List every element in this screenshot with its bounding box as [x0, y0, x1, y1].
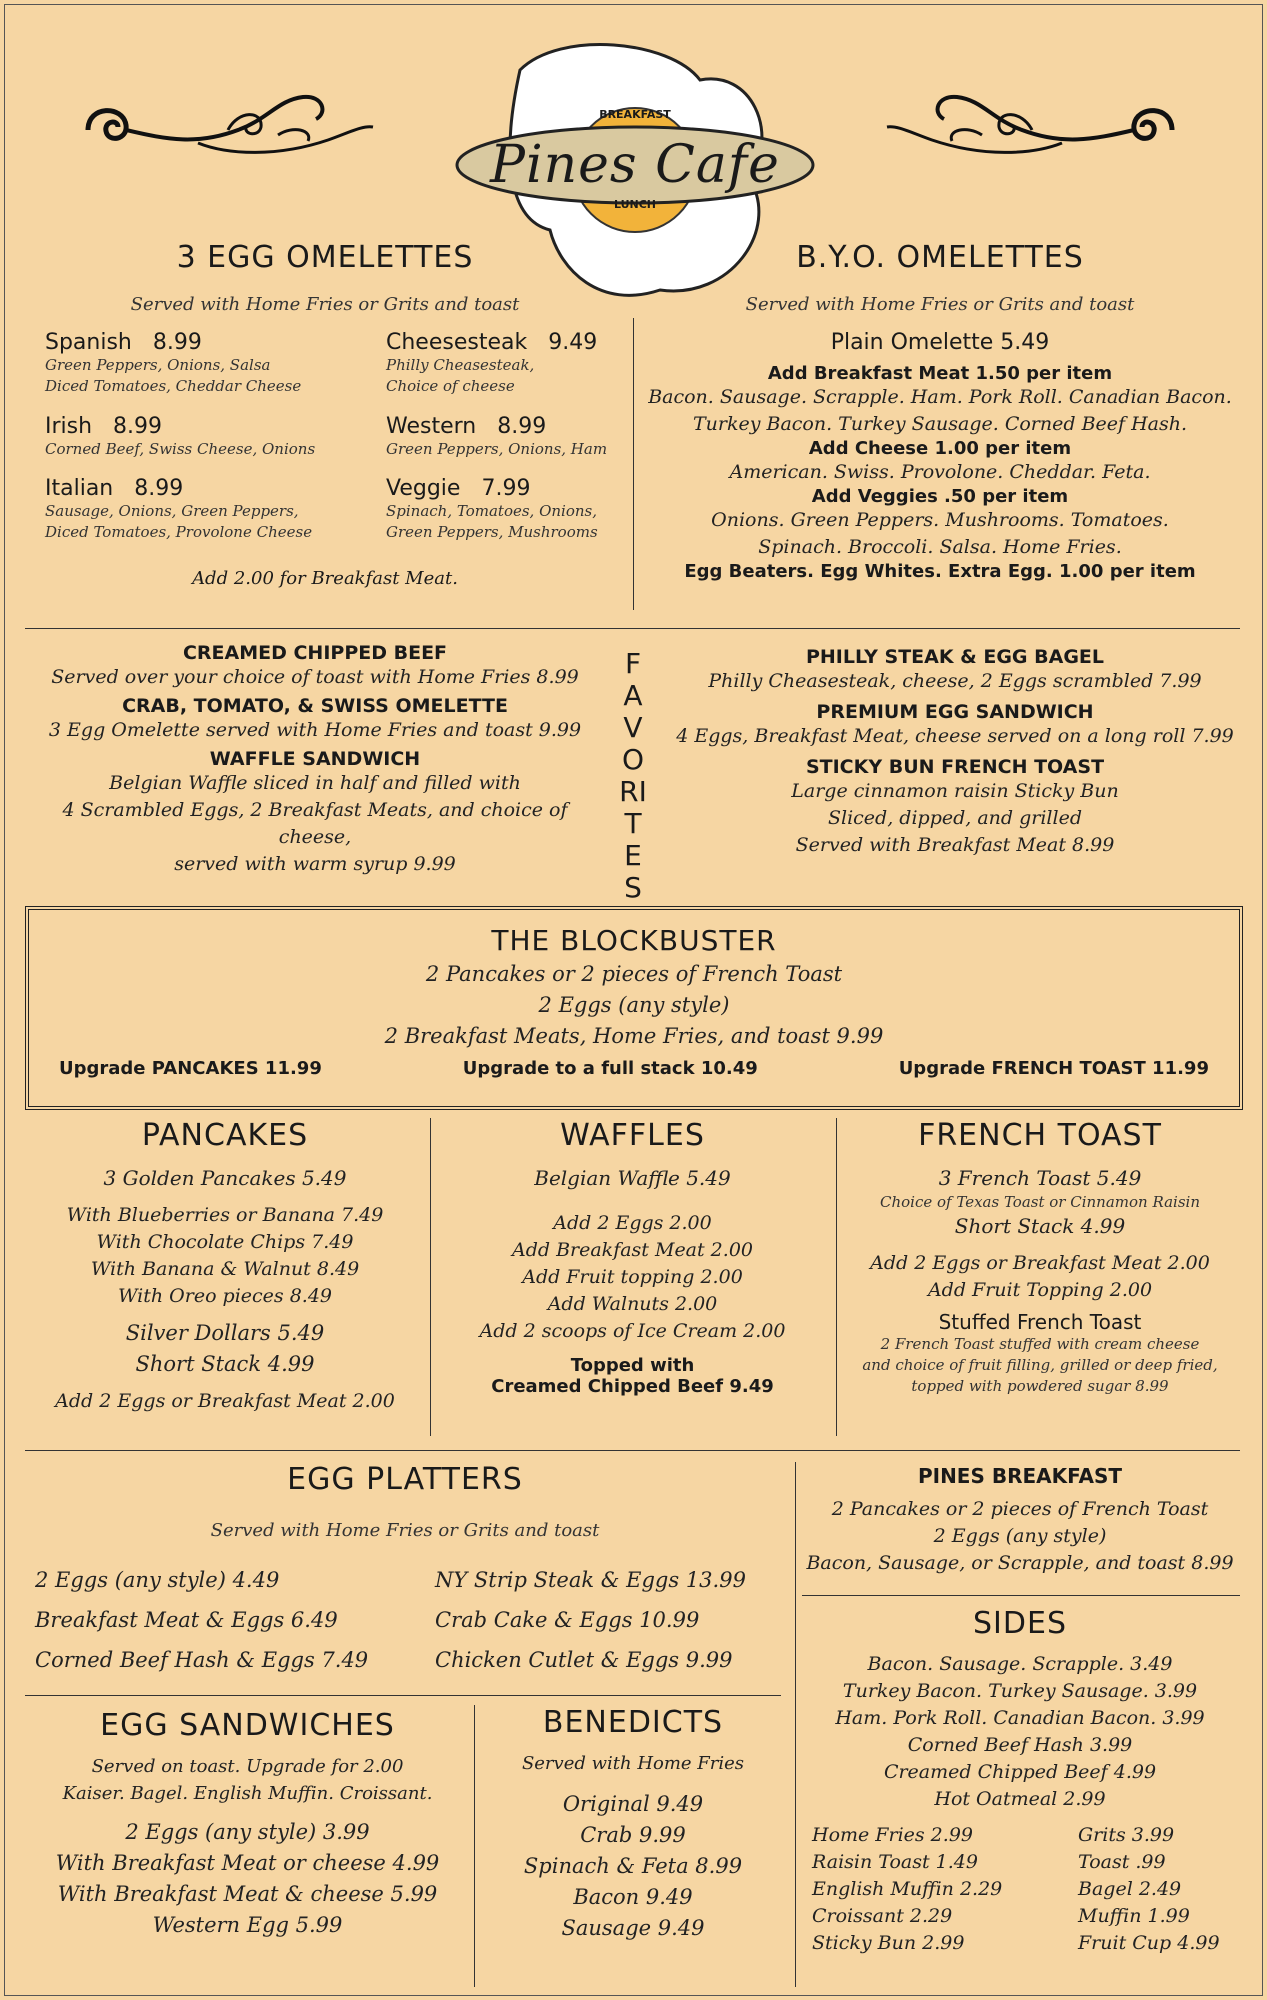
byo-plain: Plain Omelette 5.49 — [830, 330, 1050, 355]
favorite-title: STICKY BUN FRENCH TOAST — [805, 756, 1105, 778]
pancake-line: With Blueberries or Banana 7.49 — [66, 1204, 384, 1226]
side-item: Grits 3.99 — [1078, 1824, 1175, 1846]
omelette-desc: Philly Cheasesteak, — [386, 356, 535, 374]
platter-item: Breakfast Meat & Eggs 6.49 — [35, 1608, 338, 1632]
divider — [802, 1595, 1240, 1596]
benedicts-title: BENEDICTS — [542, 1705, 724, 1740]
divider — [25, 1450, 1240, 1451]
favorites-right — [670, 646, 1240, 859]
favorite-line: 4 Eggs, Breakfast Meat, cheese served on a long roll 7.99 — [676, 725, 1234, 747]
omelette-desc: Diced Tomatoes, Provolone Cheese — [45, 523, 313, 541]
favorite-line: Philly Cheasesteak, cheese, 2 Eggs scrambled 7.99 — [708, 670, 1202, 692]
divider — [25, 1695, 781, 1696]
omelette-name: Cheesesteak — [386, 330, 528, 355]
divider — [474, 1705, 475, 1987]
stuffed-desc: topped with powdered sugar 8.99 — [911, 1377, 1169, 1395]
pines-line: 2 Pancakes or 2 pieces of French Toast — [831, 1498, 1209, 1520]
omelette-spanish — [45, 330, 375, 397]
blockbuster-line: 2 Eggs (any style) — [538, 993, 730, 1017]
waffle-topped: Creamed Chipped Beef 9.49 — [491, 1376, 774, 1397]
pines-line: Bacon, Sausage, or Scrapple, and toast 8.99 — [806, 1552, 1234, 1574]
omelette-price: 8.99 — [134, 476, 184, 501]
sandwich-item: Western Egg 5.99 — [152, 1913, 343, 1937]
side-item: Fruit Cup 4.99 — [1078, 1932, 1220, 1954]
logo-bottom-text: LUNCH — [613, 198, 657, 211]
omelette-price: 8.99 — [113, 414, 163, 439]
benedict-item: Sausage 9.49 — [561, 1916, 705, 1940]
side-line: Creamed Chipped Beef 4.99 — [883, 1761, 1157, 1783]
sandwich-item: With Breakfast Meat or cheese 4.99 — [55, 1851, 440, 1875]
favorites-left — [25, 642, 605, 878]
byo-subtitle: Served with Home Fries or Grits and toast — [745, 294, 1135, 315]
omelette-price: 8.99 — [497, 414, 547, 439]
platters-left — [35, 1560, 425, 1680]
omelette-price: 7.99 — [481, 476, 531, 501]
pancake-line: With Chocolate Chips 7.49 — [96, 1231, 354, 1253]
pancakes-title: PANCAKES — [141, 1118, 309, 1153]
pancake-line: With Oreo pieces 8.49 — [117, 1285, 333, 1307]
favorite-title: CRAB, TOMATO, & SWISS OMELETTE — [122, 695, 508, 717]
favorite-line: 4 Scrambled Eggs, 2 Breakfast Meats, and choice of cheese, — [62, 799, 568, 848]
side-item: Raisin Toast 1.49 — [812, 1851, 978, 1873]
blockbuster-line: 2 Breakfast Meats, Home Fries, and toast 9.99 — [384, 1024, 884, 1048]
side-item: English Muffin 2.29 — [812, 1878, 1003, 1900]
pancake-line: Silver Dollars 5.49 — [125, 1321, 325, 1345]
omelette-desc: Green Peppers, Onions, Salsa — [45, 356, 271, 374]
side-item: Sticky Bun 2.99 — [812, 1932, 965, 1954]
stuffed-desc: 2 French Toast stuffed with cream cheese — [880, 1335, 1200, 1353]
blockbuster-box — [25, 906, 1243, 1110]
byo-veggie-line: Spinach. Broccoli. Salsa. Home Fries. — [758, 536, 1122, 558]
flourish-left-icon — [78, 85, 378, 165]
omelette-irish — [45, 414, 375, 460]
side-line: Turkey Bacon. Turkey Sausage. 3.99 — [842, 1680, 1198, 1702]
platter-item: 2 Eggs (any style) 4.49 — [35, 1568, 280, 1592]
byo-meat-line: Bacon. Sausage. Scrapple. Ham. Pork Roll. Canadian Bacon. — [648, 386, 1232, 408]
omelette-cheesesteak — [386, 330, 636, 397]
blockbuster-title: THE BLOCKBUSTER — [491, 924, 777, 957]
benedict-item: Crab 9.99 — [580, 1823, 686, 1847]
divider — [836, 1118, 837, 1436]
sides-title: SIDES — [973, 1606, 1067, 1641]
sides-right — [1078, 1822, 1238, 1957]
pines-title: PINES BREAKFAST — [917, 1464, 1123, 1488]
pines-line: 2 Eggs (any style) — [933, 1525, 1107, 1547]
benedict-item: Bacon 9.49 — [573, 1885, 693, 1909]
platter-item: Corned Beef Hash & Eggs 7.49 — [35, 1648, 369, 1672]
favorite-title: PREMIUM EGG SANDWICH — [816, 701, 1094, 723]
stuffed-desc: and choice of fruit filling, grilled or deep fried, — [862, 1356, 1218, 1374]
byo-extra: Egg Beaters. Egg Whites. Extra Egg. 1.00 per item — [684, 561, 1196, 582]
side-item: Muffin 1.99 — [1078, 1905, 1190, 1927]
waffle-line: Add Fruit topping 2.00 — [522, 1266, 743, 1288]
favorite-title: CREAMED CHIPPED BEEF — [182, 642, 448, 664]
blockbuster-upgrade: Upgrade FRENCH TOAST 11.99 — [898, 1058, 1209, 1079]
flourish-right-icon — [882, 85, 1182, 165]
favorite-line: Served with Breakfast Meat 8.99 — [795, 834, 1115, 856]
waffle-line: Add Walnuts 2.00 — [547, 1293, 718, 1315]
french-toast-line: Add 2 Eggs or Breakfast Meat 2.00 — [870, 1252, 1210, 1274]
side-item: Toast .99 — [1078, 1851, 1166, 1873]
waffles-title: WAFFLES — [560, 1118, 705, 1153]
side-item: Croissant 2.29 — [812, 1905, 953, 1927]
platters-right — [435, 1560, 795, 1680]
waffle-line: Add Breakfast Meat 2.00 — [511, 1239, 753, 1261]
omelettes-title: 3 EGG OMELETTES — [176, 240, 474, 275]
french-toast-section — [840, 1118, 1240, 1397]
omelette-price: 9.49 — [548, 330, 598, 355]
omelette-desc: Spinach, Tomatoes, Onions, — [386, 502, 597, 520]
omelettes-subtitle: Served with Home Fries or Grits and toast — [130, 294, 520, 315]
byo-cheese-heading: Add Cheese 1.00 per item — [808, 438, 1072, 459]
logo-name: Pines Cafe — [490, 135, 780, 195]
waffle-line: Add 2 Eggs 2.00 — [553, 1212, 712, 1234]
side-item: Bagel 2.49 — [1078, 1878, 1182, 1900]
omelette-western — [386, 414, 636, 460]
sandwich-item: With Breakfast Meat & cheese 5.99 — [57, 1882, 438, 1906]
favorite-line: Belgian Waffle sliced in half and filled with — [109, 772, 521, 794]
omelette-desc: Green Peppers, Onions, Ham — [386, 440, 608, 458]
omelette-name: Spanish — [45, 330, 132, 355]
divider — [795, 1462, 796, 1987]
favorite-title: PHILLY STEAK & EGG BAGEL — [805, 646, 1105, 668]
waffle-line: Add 2 scoops of Ice Cream 2.00 — [479, 1320, 786, 1342]
byo-title: B.Y.O. OMELETTES — [796, 240, 1084, 275]
omelette-name: Western — [386, 414, 477, 439]
logo-top-text: BREAKFAST — [599, 108, 671, 121]
favorite-line: Served over your choice of toast with Home Fries 8.99 — [51, 666, 579, 688]
french-toast-note: Choice of Texas Toast or Cinnamon Raisin — [880, 1193, 1200, 1211]
platters-subtitle: Served with Home Fries or Grits and toast — [210, 1520, 600, 1541]
waffle-line: Belgian Waffle 5.49 — [534, 1166, 731, 1190]
platter-item: Chicken Cutlet & Eggs 9.99 — [435, 1648, 733, 1672]
byo-block — [645, 330, 1235, 582]
platter-item: NY Strip Steak & Eggs 13.99 — [435, 1568, 746, 1592]
omelette-desc: Sausage, Onions, Green Peppers, — [45, 502, 299, 520]
omelette-name: Irish — [45, 414, 93, 439]
pancake-line: Short Stack 4.99 — [135, 1352, 315, 1376]
omelette-name: Italian — [45, 476, 114, 501]
favorite-line: Large cinnamon raisin Sticky Bun — [791, 780, 1119, 802]
favorites-label: FAVORITES — [619, 647, 647, 904]
benedict-item: Original 9.49 — [562, 1792, 704, 1816]
byo-meat-heading: Add Breakfast Meat 1.50 per item — [767, 363, 1113, 384]
side-line: Bacon. Sausage. Scrapple. 3.49 — [867, 1653, 1173, 1675]
platters-title: EGG PLATTERS — [287, 1462, 523, 1497]
sandwiches-title: EGG SANDWICHES — [100, 1708, 395, 1743]
byo-veggie-line: Onions. Green Peppers. Mushrooms. Tomatoes. — [711, 509, 1169, 531]
platter-item: Crab Cake & Eggs 10.99 — [435, 1608, 700, 1632]
stuffed-title: Stuffed French Toast — [938, 1310, 1142, 1334]
sides-left — [812, 1822, 1042, 1957]
divider — [430, 1118, 431, 1436]
sides-section — [800, 1606, 1240, 1813]
sandwich-item: 2 Eggs (any style) 3.99 — [125, 1820, 370, 1844]
omelettes-note: Add 2.00 for Breakfast Meat. — [192, 568, 458, 589]
omelette-desc: Green Peppers, Mushrooms — [386, 523, 598, 541]
pancake-line: 3 Golden Pancakes 5.49 — [103, 1166, 347, 1190]
omelette-veggie — [386, 476, 636, 543]
side-line: Ham. Pork Roll. Canadian Bacon. 3.99 — [835, 1707, 1205, 1729]
omelette-desc: Corned Beef, Swiss Cheese, Onions — [45, 440, 316, 458]
pancake-line: Add 2 Eggs or Breakfast Meat 2.00 — [55, 1390, 395, 1412]
french-toast-title: FRENCH TOAST — [918, 1118, 1162, 1153]
omelette-price: 8.99 — [152, 330, 202, 355]
divider — [25, 628, 1240, 629]
waffles-section — [435, 1118, 830, 1397]
byo-meat-line: Turkey Bacon. Turkey Sausage. Corned Beef Hash. — [692, 413, 1188, 435]
blockbuster-upgrade: Upgrade to a full stack 10.49 — [462, 1058, 758, 1079]
blockbuster-line: 2 Pancakes or 2 pieces of French Toast — [425, 962, 843, 986]
favorite-line: Sliced, dipped, and grilled — [828, 807, 1082, 829]
favorite-line: served with warm syrup 9.99 — [174, 853, 456, 875]
pancake-line: With Banana & Walnut 8.49 — [90, 1258, 360, 1280]
side-item: Home Fries 2.99 — [812, 1824, 973, 1846]
waffle-topped: Topped with — [570, 1355, 695, 1376]
pines-breakfast — [800, 1464, 1240, 1577]
omelette-name: Veggie — [386, 476, 461, 501]
favorite-line: 3 Egg Omelette served with Home Fries and toast 9.99 — [48, 719, 582, 741]
benedict-item: Spinach & Feta 8.99 — [523, 1854, 743, 1878]
byo-veggie-heading: Add Veggies .50 per item — [811, 486, 1069, 507]
divider — [633, 318, 634, 610]
french-toast-line: Short Stack 4.99 — [954, 1214, 1126, 1238]
omelette-desc: Diced Tomatoes, Cheddar Cheese — [45, 377, 302, 395]
french-toast-line: 3 French Toast 5.49 — [938, 1166, 1142, 1190]
sandwich-sub: Served on toast. Upgrade for 2.00 — [91, 1756, 404, 1777]
egg-sandwiches-section — [25, 1708, 470, 1941]
blockbuster-upgrade: Upgrade PANCAKES 11.99 — [59, 1058, 322, 1079]
omelette-italian — [45, 476, 375, 543]
omelette-desc: Choice of cheese — [386, 377, 515, 395]
side-line: Corned Beef Hash 3.99 — [907, 1734, 1133, 1756]
pancakes-section — [25, 1118, 425, 1415]
favorite-title: WAFFLE SANDWICH — [209, 748, 421, 770]
sandwich-sub: Kaiser. Bagel. English Muffin. Croissant. — [62, 1783, 433, 1804]
benedicts-section — [478, 1705, 788, 1944]
side-line: Hot Oatmeal 2.99 — [934, 1788, 1106, 1810]
benedicts-sub: Served with Home Fries — [521, 1753, 745, 1774]
byo-cheese-line: American. Swiss. Provolone. Cheddar. Feta. — [729, 461, 1151, 483]
french-toast-line: Add Fruit Topping 2.00 — [927, 1279, 1153, 1301]
